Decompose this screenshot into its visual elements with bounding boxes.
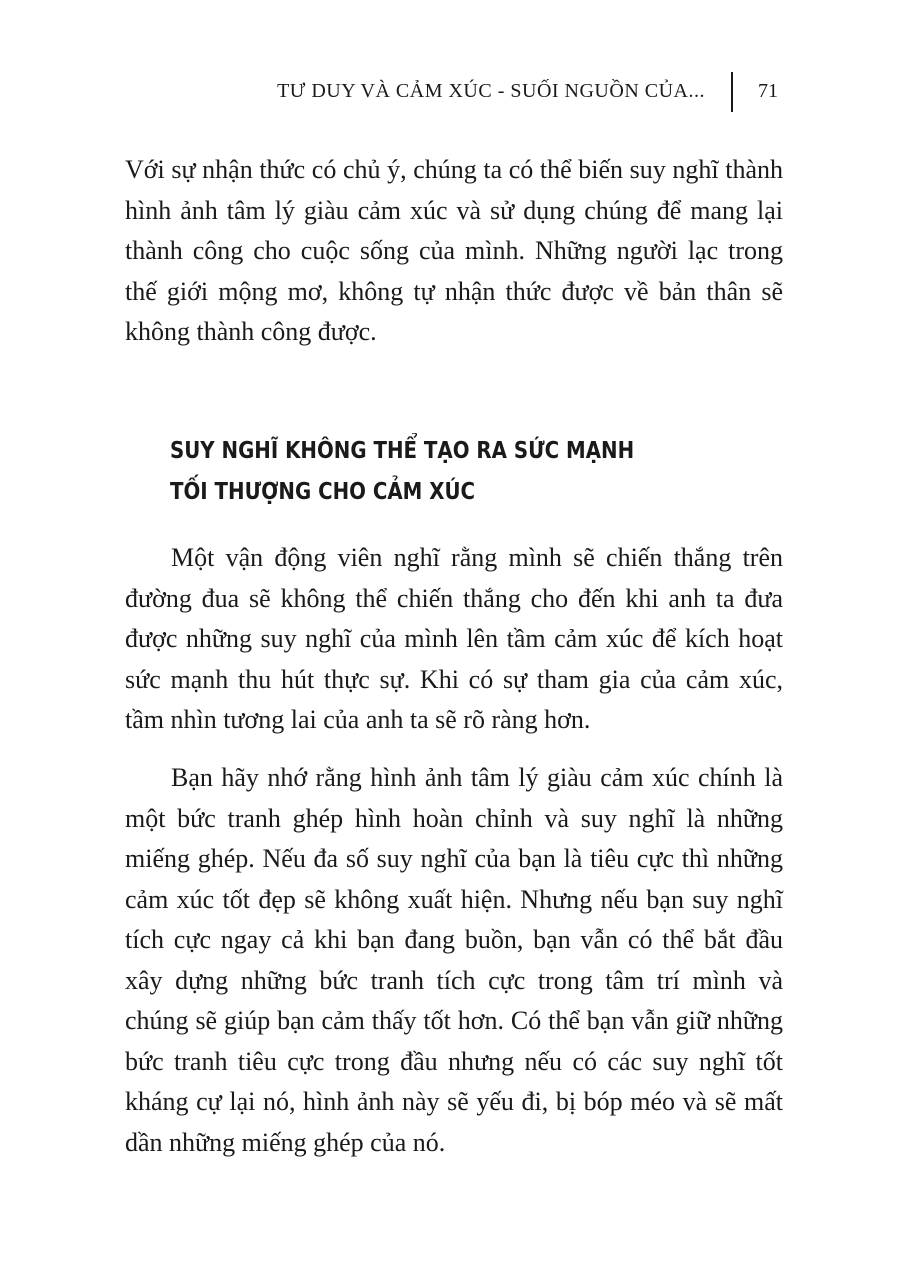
paragraph-puzzle: Bạn hãy nhớ rằng hình ảnh tâm lý giàu cảm xúc chính là một bức tranh ghép hình hoàn chỉnh và suy nghĩ là những miếng ghép. Nếu đa số suy nghĩ của bạn là tiêu cực thì những cảm xúc tốt đẹp sẽ không xuất hiện. Nhưng nếu bạn suy nghĩ tích cực ngay cả khi bạn đang buồn, bạn vẫn có thể bắt đầu xây dựng những bức tranh tích cực trong tâm trí mình và chúng sẽ giúp bạn cảm thấy tốt hơn. Có thể bạn vẫn giữ những bức tranh tiêu cực trong đầu nhưng nếu có các suy nghĩ tốt kháng cự lại nó, hình ảnh này sẽ yếu đi, bị bóp méo và sẽ mất dần những miếng ghép của nó.: [125, 763, 783, 1157]
paragraph-intro: Với sự nhận thức có chủ ý, chúng ta có thể biến suy nghĩ thành hình ảnh tâm lý giàu cảm xúc và sử dụng chúng để mang lại thành công cho cuộc sống của mình. Những người lạc trong thế giới mộng mơ, không tự nhận thức được về bản thân sẽ không thành công được.: [125, 155, 783, 346]
header-divider: [731, 72, 733, 112]
paragraph-athlete: Một vận động viên nghĩ rằng mình sẽ chiến thắng trên đường đua sẽ không thể chiến thắng cho đến khi anh ta đưa được những suy nghĩ của mình lên tầm cảm xúc để kích hoạt sức mạnh thu hút thực sự. Khi có sự tham gia của cảm xúc, tầm nhìn tương lai của anh ta sẽ rõ ràng hơn.: [125, 543, 783, 734]
page-number: 71: [758, 80, 778, 102]
section-heading-line-1: SUY NGHĨ KHÔNG THỂ TẠO RA SỨC MẠNH: [170, 438, 635, 464]
running-header: [0, 78, 910, 108]
running-title: TƯ DUY VÀ CẢM XÚC - SUỐI NGUỒN CỦA...: [277, 80, 705, 102]
section-heading-line-2: TỐI THƯỢNG CHO CẢM XÚC: [170, 479, 476, 505]
section-heading: [170, 431, 652, 513]
